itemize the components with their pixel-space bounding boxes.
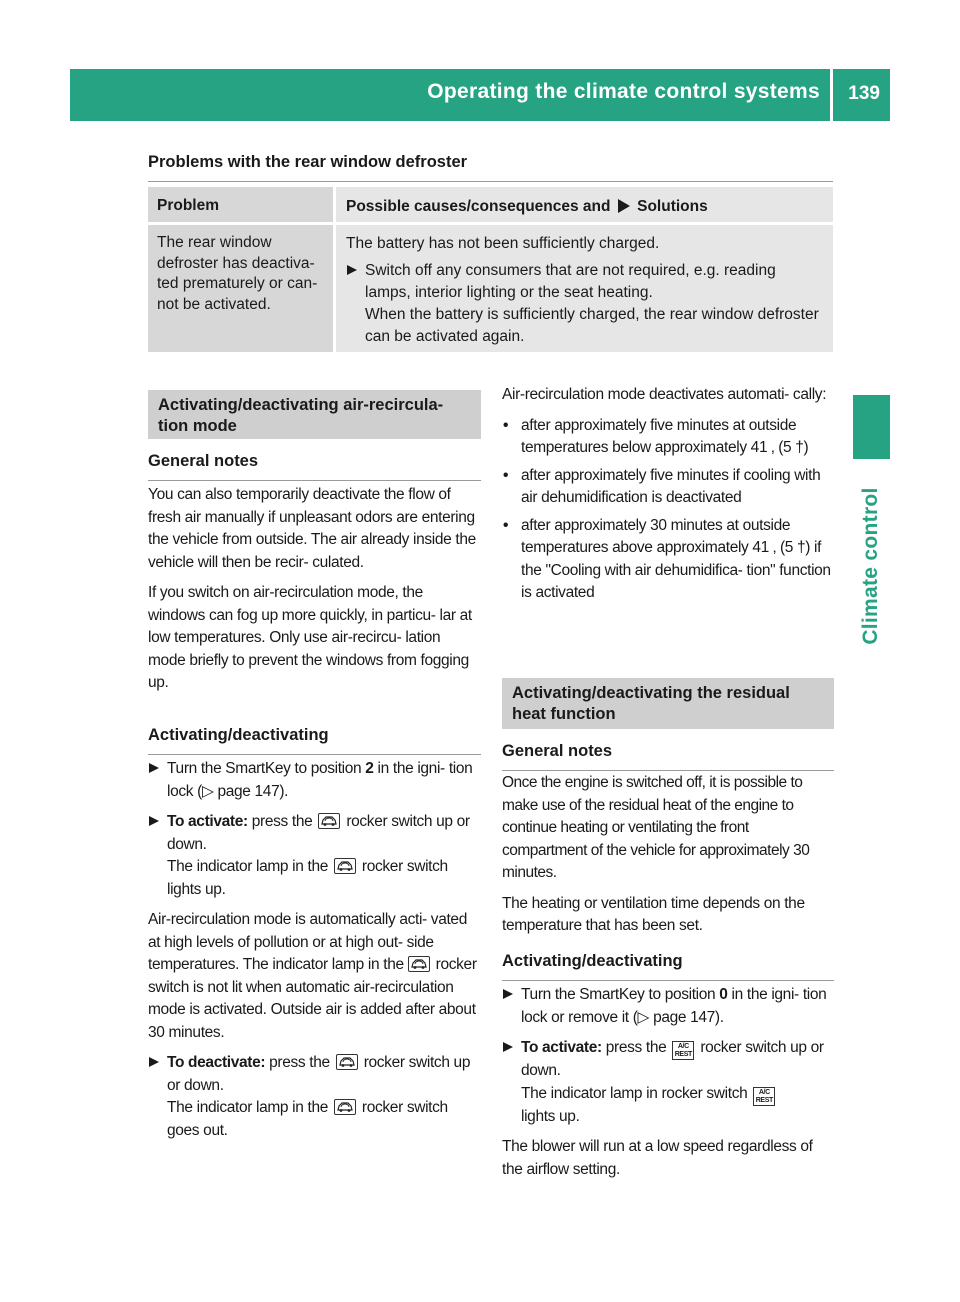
bullet-text: after approximately five minutes at outside temperatures below approximately 41 ‚ (5 †) [521, 416, 809, 456]
step-text: The indicator lamp in the [167, 858, 328, 875]
step-arrow-icon [148, 1052, 160, 1080]
residual-heat-steps [502, 984, 834, 1189]
list-item [502, 465, 834, 510]
page-header [70, 69, 890, 121]
bullet-text: after approximately 30 minutes at outside temperatures above approximately 41 ‚ (5 †) if the "Cooling with air dehumidifica- tion" function is activated [521, 516, 831, 601]
table-cell-problem: The rear window defroster has deactiva- ted prematurely or can- not be activated. [148, 225, 333, 352]
blower-para: The blower will run at a low speed regardless of the airflow setting. [502, 1138, 813, 1178]
problem-table [148, 187, 833, 352]
auto-deactivation-intro: Air-recirculation mode deactivates automati- cally: [502, 386, 827, 403]
page-ref[interactable]: page 147). [217, 782, 289, 800]
table-header-causes-text: Possible causes/consequences and [346, 198, 611, 215]
recirculation-car-icon [318, 813, 340, 829]
step-text: press the [605, 1039, 667, 1056]
table-header-row [148, 187, 833, 222]
bullet-marker: • [503, 516, 509, 534]
list-item [502, 515, 834, 605]
step-text: rocker switch up or down. [167, 813, 470, 853]
recirculation-car-icon [334, 1099, 356, 1115]
list-item [502, 415, 834, 460]
step-text: Turn the SmartKey to position [521, 986, 716, 1003]
residual-heat-para1: Once the engine is switched off, it is possible to make use of the residual heat of the engine to continue heating or ventilating the front compartment of the vehicle for approximately 30 minutes. [502, 774, 810, 881]
step-text: in the igni- tion lock or remove it ( [521, 986, 827, 1026]
step-arrow-icon [346, 260, 358, 287]
step-text: in the igni- tion lock ( [167, 760, 473, 800]
solution-step [346, 260, 823, 348]
recirculation-car-icon [408, 956, 430, 972]
step-label: To activate: [521, 1039, 602, 1056]
auto-deactivation-notes [502, 384, 834, 610]
air-recirculation-para2: If you switch on air-recirculation mode, the windows can fog up more quickly, in particu- lar at low temperatures. Only use air-recircu- lation mode briefly to prevent the windows from fogging up. [148, 584, 472, 691]
page-number: 139 [848, 83, 880, 104]
para-text: rocker switch is not lit when automatic air-recirculation mode is activated. Outside air is added after about 30 minutes. [148, 956, 477, 1041]
step-arrow-icon [502, 1037, 514, 1065]
section-heading-residual-heat: Activating/deactivating the residual heat function [502, 678, 834, 729]
step-arrow-icon [502, 984, 514, 1012]
bullet-marker: • [503, 466, 509, 484]
subheading-activating: Activating/deactivating [502, 950, 834, 981]
residual-heat-para2: The heating or ventilation time depends on the temperature that has been set. [502, 894, 805, 934]
table-cell-causes [336, 225, 833, 352]
step-activate [148, 811, 481, 901]
step-text: lights up. [521, 1107, 580, 1125]
side-tab-label: Climate control [858, 487, 882, 645]
cause-text: The battery has not been sufficiently charged. [346, 235, 660, 252]
subheading-general-notes: General notes [148, 450, 481, 481]
step-arrow-icon [148, 811, 160, 839]
section-heading-rear-defroster: Problems with the rear window defroster [148, 151, 833, 182]
header-divider [830, 69, 833, 121]
step-text: rocker switch up or down. [521, 1039, 824, 1079]
ac-rest-button-icon [753, 1087, 775, 1106]
step-deactivate [148, 1052, 481, 1142]
step-text: rocker switch up or down. [167, 1054, 471, 1094]
ac-label: A/C [758, 1088, 770, 1096]
table-header-problem: Problem [148, 187, 333, 222]
step-text: The indicator lamp in the [167, 1099, 328, 1116]
rest-label: REST [755, 1096, 773, 1104]
page-ref-icon: ▷ [201, 782, 214, 800]
key-position: 0 [719, 986, 728, 1003]
subheading-general-notes: General notes [502, 740, 834, 771]
chapter-title: Operating the climate control systems [427, 80, 820, 103]
step-text: rocker switch goes out. [167, 1099, 448, 1139]
subheading-activating: Activating/deactivating [148, 724, 481, 755]
page-ref-icon: ▷ [637, 1008, 650, 1026]
step-text: press the [269, 1054, 330, 1071]
table-header-solutions-text: Solutions [637, 198, 708, 215]
air-recirculation-para1: You can also temporarily deactivate the flow of fresh air manually if unpleasant odors are entering the vehicle from outside. The air already inside the vehicle will then be recir- culated. [148, 486, 476, 571]
para-text: Air-recirculation mode is automatically acti- vated at high levels of pollution or at high out- side temperatures. The indicator lamp in the [148, 911, 467, 973]
key-position: 2 [365, 760, 374, 777]
step-text: Turn the SmartKey to position [167, 760, 362, 777]
step-turn-smartkey [148, 758, 481, 803]
solution-arrow-icon [618, 198, 630, 221]
table-header-causes [336, 187, 833, 222]
section-heading-air-recirculation: Activating/deactivating air-recircula- tion mode [148, 390, 481, 439]
step-turn-smartkey [502, 984, 834, 1029]
air-recirculation-steps [148, 758, 481, 1150]
step-arrow-icon [148, 758, 160, 786]
step-activate [502, 1037, 834, 1128]
bullet-text: after approximately five minutes if cooling with air dehumidification is deactivated [521, 466, 821, 506]
table-row [148, 225, 833, 352]
side-tab-marker [853, 395, 890, 459]
recirculation-car-icon [334, 858, 356, 874]
solution-text: Switch off any consumers that are not required, e.g. reading lamps, interior lighting or the seat heating. [365, 262, 776, 301]
ac-label: A/C [677, 1043, 689, 1050]
residual-heat-notes [502, 772, 834, 946]
rest-label: REST [674, 1051, 692, 1058]
recirculation-car-icon [336, 1054, 358, 1070]
auto-recirculation-para [148, 909, 481, 1044]
step-text: The indicator lamp in rocker switch [521, 1084, 748, 1102]
bullet-marker: • [503, 416, 509, 434]
page-ref[interactable]: page 147). [653, 1008, 724, 1026]
step-label: To deactivate: [167, 1054, 266, 1071]
solution-result-text: When the battery is sufficiently charged, the rear window defroster can be activated again. [365, 306, 819, 345]
step-text: press the [251, 813, 313, 830]
step-label: To activate: [167, 813, 248, 830]
ac-rest-button-icon [672, 1041, 694, 1060]
step-text: rocker switch lights up. [167, 858, 448, 898]
air-recirculation-notes [148, 484, 481, 703]
